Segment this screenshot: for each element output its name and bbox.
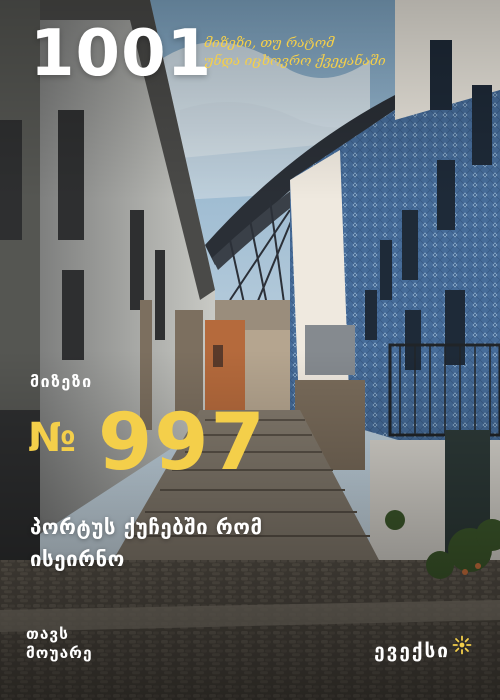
brand-name: ევექსი [374,640,450,662]
reason-description [30,512,450,576]
slogan-logo [26,625,93,662]
poster-tagline [204,34,394,70]
reason-text-line-2: ისეირნო [30,546,125,571]
tagline-line-2: უნდა იცხოვრო ქვეყანაში [204,53,386,70]
sun-spark-icon [452,635,472,655]
number-sign: № [28,415,77,461]
brand-logo [374,640,472,662]
reason-number: 997 [98,398,267,488]
slogan-line-2: მოუარე [26,643,93,662]
poster-title-number: 1001 [30,17,213,91]
reason-label: მიზეზი [30,372,93,391]
slogan-line-1: თავს [26,625,69,643]
tagline-line-1: მიზეზი, თუ რატომ [204,35,335,51]
reason-text-line-1: პორტუს ქუჩებში რომ [30,515,263,539]
